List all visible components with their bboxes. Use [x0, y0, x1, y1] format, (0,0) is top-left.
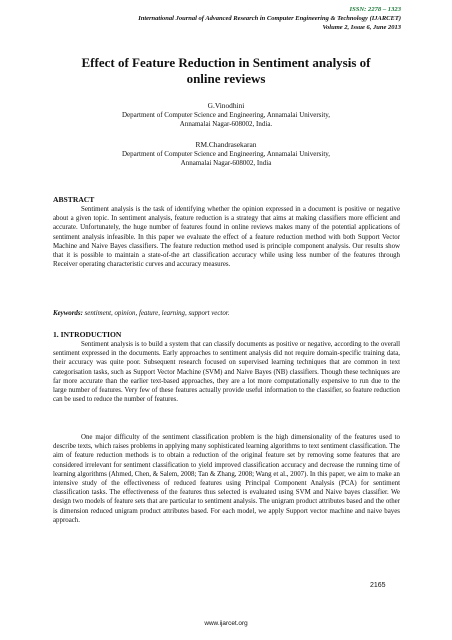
title-line-2: online reviews [186, 71, 266, 86]
introduction-paragraph-1: Sentiment analysis is to build a system that can classify documents as positive or negative, according to the overall sentiment expressed in the documents. Early approaches to sentiment analysis did not require domain-specific training data, their accuracy was quite poor. Subsequent research focused on supervised learning techniques that are common in text categorisation tasks, such as Support Vector Machine (SVM) and Naive Bayes (NB) classifiers. Though these techniques are far more accurate than the earlier text-based approaches, they are a lot more computationally expensive to run due to the large number of features. Very few of these features actually provide useful information to the classifier, so feature reduction can be used to reduce the number of features. [53, 341, 400, 404]
author-department: Department of Computer Science and Engineering, Annamalai University, [121, 111, 331, 119]
author-address: Annamalai Nagar-608002, India [180, 159, 272, 167]
footer-url: www.ijarcet.org [204, 620, 248, 627]
title-line-1: Effect of Feature Reduction in Sentiment analysis of [81, 55, 371, 70]
author-block-1 [40, 101, 412, 129]
keywords-text: sentiment, opinion, feature, learning, support vector. [84, 310, 230, 317]
paper-title [40, 55, 412, 87]
journal-volume: Volume 2, Issue 6, June 2013 [322, 24, 401, 31]
author-address: Annamalai Nagar-608002, India. [179, 120, 273, 128]
introduction-paragraph-2: One major difficulty of the sentiment classification problem is the high dimensionality of the features used to describe texts, which raises problems in applying many sophisticated learning algorithms to text sentiment classification. The aim of feature reduction methods is to obtain a reduction of the original feature set by removing some features that are considered irrelevant for sentiment classification to yield improved classification accuracy and decrease the running time of learning algorithms (Ahmed, Chen, & Salem, 2008; Tan & Zhang, 2008; Wang et al., 2007). In this paper, we aim to make an intensive study of the effectiveness of reduced features using Principal Component Analysis (PCA) for sentiment classification tasks. The effectiveness of the features thus selected is evaluated using SVM and Naive bayes classifier. We design two models of feature sets that are particular to sentiment analysis. The unigram product attributes based and the other is dimension reduced unigram product attributes based. For each model, we apply Support vector machine and naive bayes approach. [53, 434, 400, 524]
abstract-text: Sentiment analysis is the task of identifying whether the opinion expressed in a document is positive or negative about a given topic. In sentiment analysis, feature reduction is a strategy that aims at making classifiers more efficient and accurate. Unfortunately, the huge number of features found in online reviews makes many of the potential applications of sentiment analysis infeasible. In this paper we evaluate the effect of a feature reduction method with both Support Vector Machine and Naive Bayes classifiers. The feature reduction method used is principle component analysis. Our results show that it is possible to maintain a state-of-the art classification accuracy while using less number of the features through Receiver operating characteristic curves and accuracy measures. [53, 206, 400, 269]
issn: ISSN: 2278 – 1323 [349, 6, 401, 13]
author-department: Department of Computer Science and Engineering, Annamalai University, [121, 150, 331, 158]
journal-name: International Journal of Advanced Research in Computer Engineering & Technology (IJARCET) [138, 15, 401, 22]
keywords [53, 310, 400, 317]
author-name: RM.Chandrasekaran [195, 140, 257, 149]
introduction-heading: 1. INTRODUCTION [53, 330, 122, 339]
keywords-label: Keywords: [53, 310, 83, 317]
author-block-2 [40, 140, 412, 168]
abstract-heading: ABSTRACT [53, 195, 95, 204]
page-number: 2165 [370, 582, 386, 589]
author-name: G.Vinodhini [207, 101, 245, 110]
